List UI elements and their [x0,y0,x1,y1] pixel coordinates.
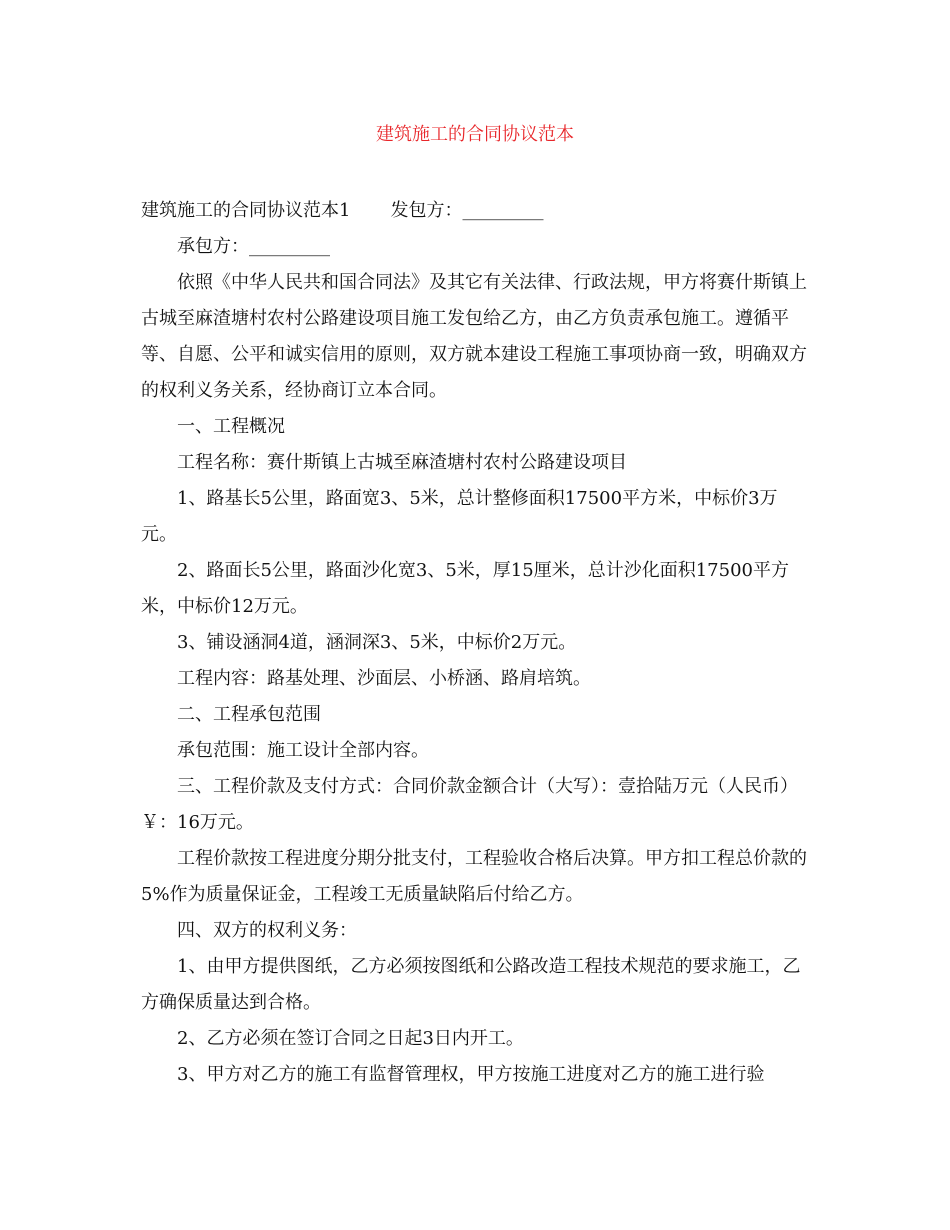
first-line [141,193,811,229]
section-heading-obligations: 四、双方的权利义务： [177,920,357,941]
section-heading-overview: 一、工程概况 [177,416,285,437]
obligation-1: 1、由甲方提供图纸，乙方必须按图纸和公路改造工程技术规范的要求施工，乙方确保质量达到合格。 [141,956,801,1013]
project-name: 工程名称：赛什斯镇上古城至麻渣塘村农村公路建设项目 [177,452,627,473]
scope-text: 承包范围：施工设计全部内容。 [177,740,429,761]
payment-terms: 工程价款按工程进度分期分批支付，工程验收合格后决算。甲方扣工程总价款的5%作为质量保证金，工程竣工无质量缺陷后付给乙方。 [141,848,807,905]
obligation-2: 2、乙方必须在签订合同之日起3日内开工。 [177,1028,524,1049]
item-culverts: 3、铺设涵洞4道，涵洞深3、5米，中标价2万元。 [177,632,577,653]
item-roadbed: 1、路基长5公里，路面宽3、5米，总计整修面积17500平方米，中标价3万元。 [141,488,778,545]
paragraph-intro: 依照《中华人民共和国合同法》及其它有关法律、行政法规，甲方将赛什斯镇上古城至麻渣塘村农村公路建设项目施工发包给乙方，由乙方负责承包施工。遵循平等、自愿、公平和诚实信用的原则，双方就本建设工程施工事项协商一致，明确双方的权利义务关系，经协商订立本合同。 [141,272,807,401]
obligation-3: 3、甲方对乙方的施工有监督管理权，甲方按施工进度对乙方的施工进行验 [177,1064,765,1085]
item-road-surface: 2、路面长5公里，路面沙化宽3、5米，厚15厘米，总计沙化面积17500平方米，中标价12万元。 [141,560,789,617]
document-title: 建筑施工的合同协议范本 [376,124,574,145]
sample-heading: 建筑施工的合同协议范本1 [141,200,351,221]
employer-label: 发包方：_________ [390,200,544,221]
document-body [141,193,811,1093]
section-heading-payment: 三、工程价款及支付方式：合同价款金额合计（大写）：壹拾陆万元（人民币）￥：16万元。 [141,776,798,833]
section-heading-scope: 二、工程承包范围 [177,704,321,725]
project-content: 工程内容：路基处理、沙面层、小桥涵、路肩培筑。 [177,668,591,689]
contractor-line: 承包方：_________ [177,236,330,257]
